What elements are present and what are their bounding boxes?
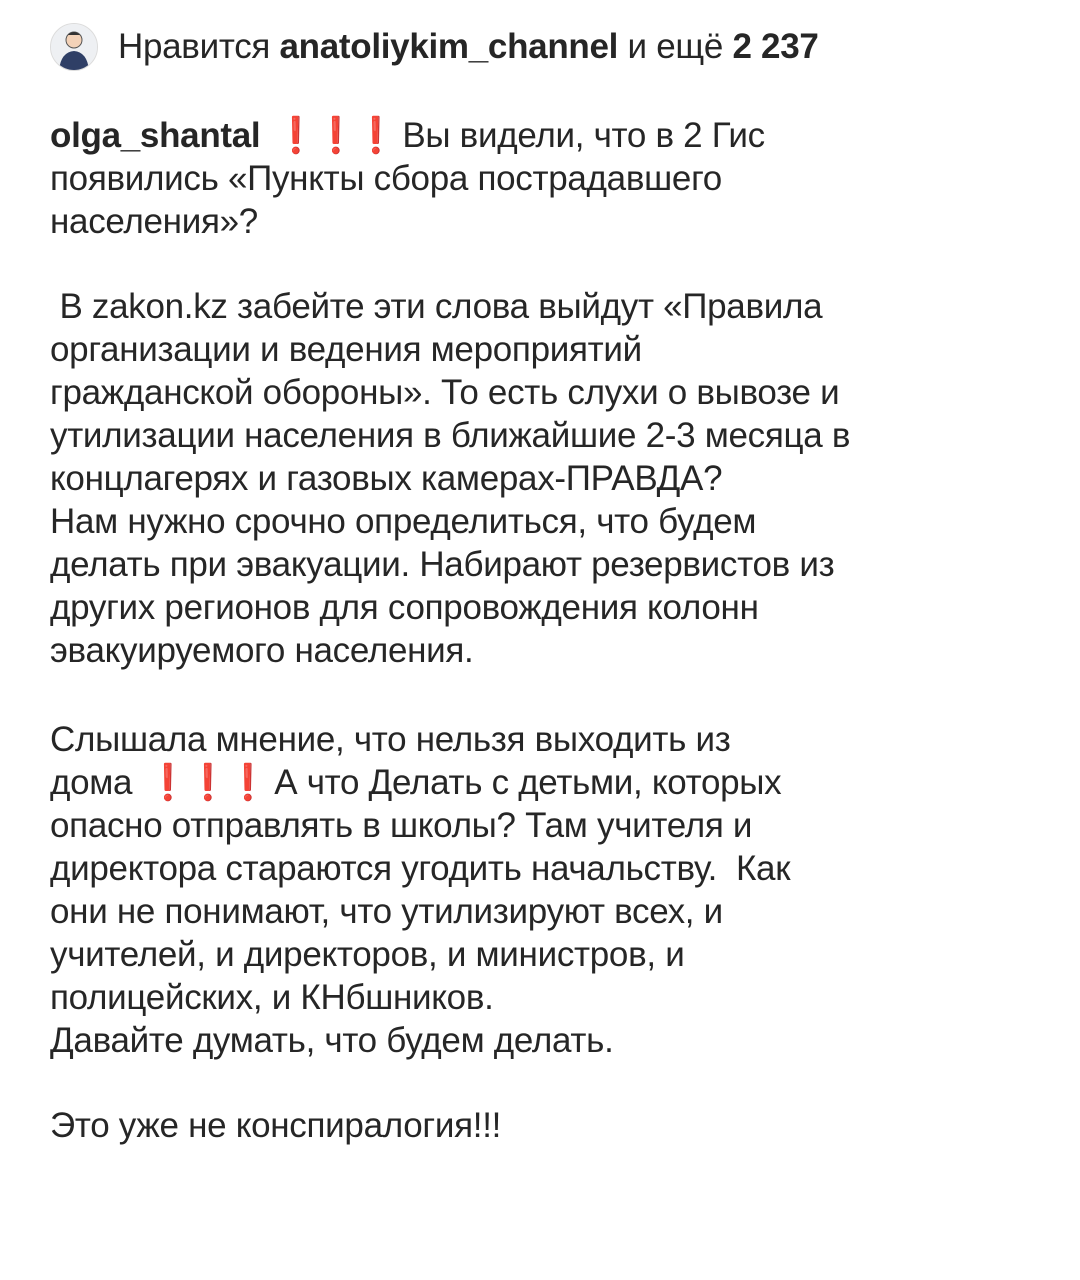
caption-line: Слышала мнение, что нельзя выходить из [50, 720, 731, 759]
caption-line [50, 114, 1050, 157]
caption-line: опасно отправлять в школы? Там учителя и [50, 806, 753, 845]
likes-count[interactable]: 2 237 [732, 27, 819, 66]
caption-line: директора стараются угодить начальству. Как [50, 849, 791, 888]
post-caption [50, 114, 1050, 1147]
exclamation-icon: ❗ [226, 763, 270, 802]
likes-middle: и ещё [627, 27, 724, 66]
caption-line: гражданской обороны». То есть слухи о вывозе и [50, 373, 840, 412]
exclamation-icon: ❗ [354, 116, 398, 155]
caption-line: других регионов для сопровождения колонн [50, 588, 759, 627]
exclamation-icon: ❗ [186, 763, 230, 802]
caption-line: организации и ведения мероприятий [50, 330, 642, 369]
caption-line: утилизации населения в ближайшие 2-3 месяца в [50, 416, 851, 455]
caption-line: появились «Пункты сбора пострадавшего [50, 159, 722, 198]
emoji-group [274, 116, 398, 155]
caption-line: учителей, и директоров, и министров, и [50, 935, 685, 974]
author-username[interactable]: olga_shantal [50, 116, 261, 155]
instagram-post [50, 22, 1050, 1147]
caption-line [50, 761, 1050, 804]
caption-text: Вы видели, что в 2 Гис [402, 116, 765, 155]
caption-text: дома [50, 763, 133, 802]
caption-line: полицейских, и КНбшников. [50, 978, 494, 1017]
caption-line: эвакуируемого населения. [50, 631, 474, 670]
caption-line: Давайте думать, что будем делать. [50, 1021, 614, 1060]
liker-avatar[interactable] [50, 23, 98, 71]
emoji-group [146, 763, 270, 802]
liker-username[interactable]: anatoliykim_channel [279, 27, 619, 66]
paragraph-gap [50, 243, 1050, 285]
caption-line: делать при эвакуации. Набирают резервистов из [50, 545, 835, 584]
avatar-person-icon [51, 24, 97, 70]
caption-line: они не понимают, что утилизируют всех, и [50, 892, 723, 931]
caption-line: концлагерях и газовых камерах-ПРАВДА? [50, 459, 723, 498]
paragraph-gap [50, 672, 1050, 718]
caption-line: Это уже не конспиралогия!!! [50, 1106, 502, 1145]
likes-prefix: Нравится [118, 27, 271, 66]
caption-line: В zakon.kz забейте эти слова выйдут «Правила [50, 287, 823, 326]
exclamation-icon: ❗ [314, 116, 358, 155]
exclamation-icon: ❗ [146, 763, 190, 802]
exclamation-icon: ❗ [274, 116, 318, 155]
paragraph-gap [50, 1062, 1050, 1104]
caption-line: Нам нужно срочно определиться, что будем [50, 502, 757, 541]
caption-text: А что Делать с детьми, которых [274, 763, 782, 802]
caption-line: населения»? [50, 202, 258, 241]
likes-summary [118, 27, 819, 67]
likes-row[interactable] [50, 22, 1050, 72]
